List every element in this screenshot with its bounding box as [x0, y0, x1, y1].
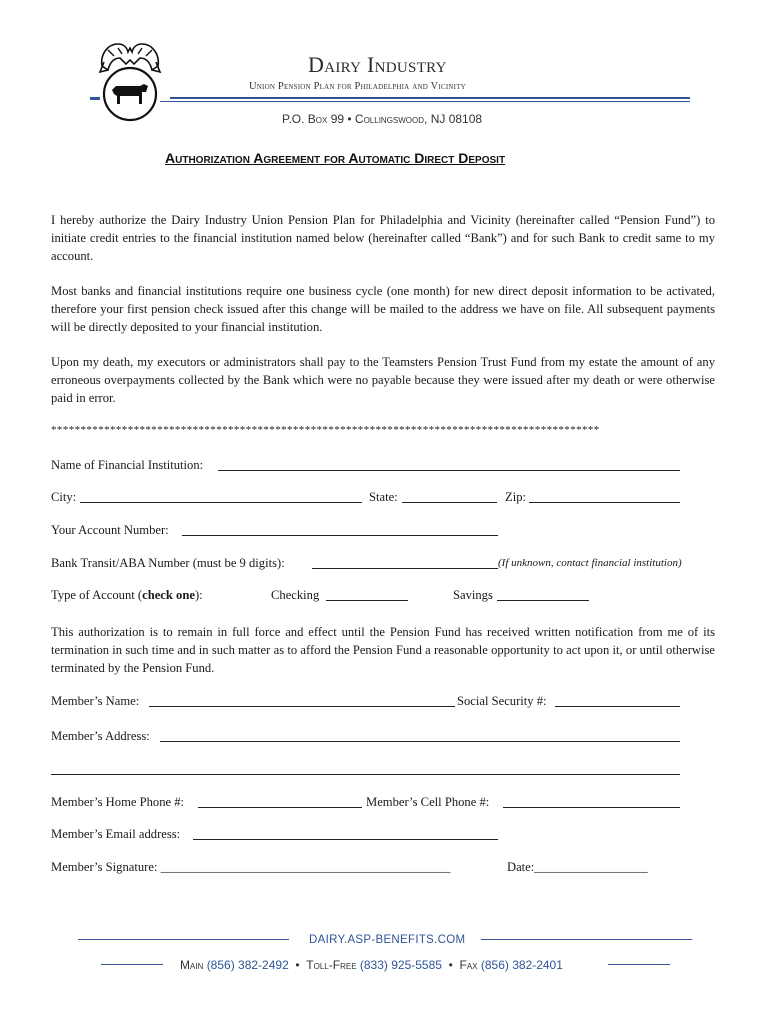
header-accent-bar: [90, 97, 100, 100]
fax-label: Fax: [459, 958, 478, 972]
form-title: Authorization Agreement for Automatic Direct Deposit: [165, 150, 506, 166]
savings-field[interactable]: [497, 600, 589, 601]
city-label: City:: [51, 490, 77, 504]
transit-note: (If unknown, contact financial institution): [498, 557, 682, 569]
header-rule: [160, 101, 690, 102]
bullet: •: [295, 958, 300, 972]
tollfree-phone[interactable]: (833) 925-5585: [359, 958, 442, 972]
date-field[interactable]: Date:__________________: [507, 860, 648, 874]
ssn-label: Social Security #:: [457, 694, 547, 708]
fax-number[interactable]: (856) 382-2401: [480, 958, 563, 972]
state-field[interactable]: [402, 502, 497, 503]
main-label: Main: [180, 958, 204, 972]
institution-field[interactable]: [218, 470, 680, 471]
footer-rule: [78, 939, 289, 940]
bullet: •: [448, 958, 453, 972]
savings-label: Savings: [453, 588, 493, 602]
member-address-line-2[interactable]: [51, 774, 680, 775]
activation-paragraph: Most banks and financial institutions require one business cycle (one month) for new direct deposit information to be activated, therefore your first pension check issued after this change will be mailed to the address we have on file. All subsequent payments will be directly deposited to your financial institution.: [51, 284, 715, 335]
account-type-label: Type of Account (check one):: [51, 588, 203, 602]
ssn-field[interactable]: [555, 706, 680, 707]
main-phone[interactable]: (856) 382-2492: [206, 958, 289, 972]
separator-stars: *********************************************************************************************: [51, 424, 600, 436]
tollfree-label: Toll-Free: [306, 958, 357, 972]
website-link[interactable]: DAIRY.ASP-BENEFITS.COM: [309, 934, 466, 946]
state-label: State:: [369, 490, 398, 504]
city-field[interactable]: [80, 502, 362, 503]
member-address-field[interactable]: [160, 741, 680, 742]
cell-phone-field[interactable]: [503, 807, 680, 808]
member-address-label: Member’s Address:: [51, 729, 150, 743]
org-subtitle: Union Pension Plan for Philadelphia and Vicinity: [249, 81, 466, 92]
org-address: P.O. Box 99 • Collingswood, NJ 08108: [282, 112, 483, 126]
signature-field[interactable]: Member’s Signature: ______________________________________________: [51, 860, 451, 874]
footer-contacts: [180, 958, 563, 972]
zip-field[interactable]: [529, 502, 680, 503]
home-phone-label: Member’s Home Phone #:: [51, 795, 185, 809]
footer-rule: [101, 964, 163, 965]
authorization-paragraph: I hereby authorize the Dairy Industry Union Pension Plan for Philadelphia and Vicinity (hereinafter called “Pension Fund”) to initiate credit entries to the financial institution named below (hereinafter called “Bank”) and for such Bank to credit same to my account.: [51, 213, 715, 264]
institution-label: Name of Financial Institution:: [51, 458, 204, 472]
teamsters-horse-logo: [94, 40, 166, 126]
transit-number-label: Bank Transit/ABA Number (must be 9 digits):: [51, 556, 285, 570]
account-number-field[interactable]: [182, 535, 498, 536]
member-name-label: Member’s Name:: [51, 694, 140, 708]
cell-phone-label: Member’s Cell Phone #:: [366, 795, 490, 809]
termination-paragraph: This authorization is to remain in full force and effect until the Pension Fund has received written notification from me of its termination in such time and in such matter as to afford the Pension Fund a reasonable opportunity to act upon it, or until otherwise terminated by the Pension Fund.: [51, 625, 715, 676]
email-label: Member’s Email address:: [51, 827, 181, 841]
footer-rule: [481, 939, 692, 940]
footer-rule: [608, 964, 670, 965]
email-field[interactable]: [193, 839, 498, 840]
transit-number-field[interactable]: [312, 568, 498, 569]
org-name: Dairy Industry: [308, 52, 447, 77]
overpayment-paragraph: Upon my death, my executors or administrators shall pay to the Teamsters Pension Trust Fund from my estate the amount of any erroneous overpayments collected by the Bank which were no payable because they were issued after my death or were otherwise paid in error.: [51, 355, 715, 406]
home-phone-field[interactable]: [198, 807, 362, 808]
account-number-label: Your Account Number:: [51, 523, 169, 537]
zip-label: Zip:: [505, 490, 526, 504]
member-name-field[interactable]: [149, 706, 455, 707]
header-rule: [170, 97, 690, 99]
checking-label: Checking: [271, 588, 320, 602]
checking-field[interactable]: [326, 600, 408, 601]
